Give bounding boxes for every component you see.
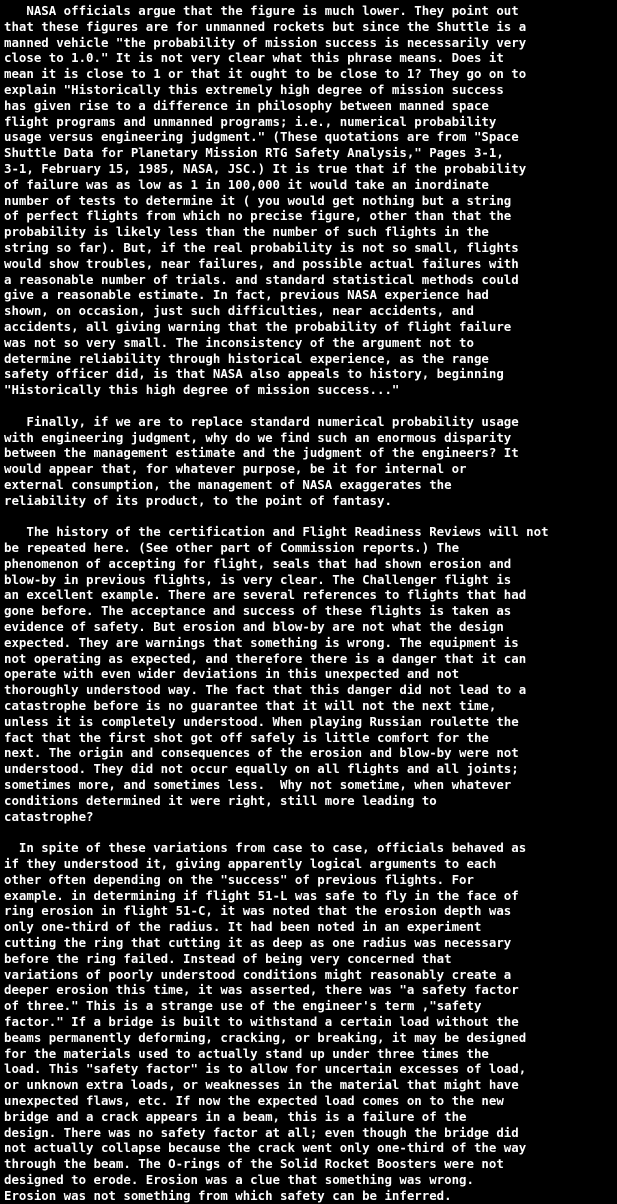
document-body: [4, 3, 617, 1204]
paragraph-gap: [4, 398, 617, 414]
paragraph-gap: [4, 824, 617, 840]
paragraph-gap: [4, 509, 617, 525]
paragraph-finally: Finally, if we are to replace standard numerical probability usage with engineering judgment, why do we find such an enormous disparity between the management estimate and the judgment of the engineers? It would appear that, for whatever purpose, be it for internal or external consumption, the management of NASA exaggerates the reliability of its product, to the point of fantasy.: [4, 413, 519, 508]
paragraph-history-certification: The history of the certification and Flight Readiness Reviews will not be repeated here. (See other part of Commission reports.) The phenomenon of accepting for flight, seals that had shown erosion and blow-by in previous flights, is very clear. The Challenger flight is an excellent example. There are several references to flights that had gone before. The acceptance and success of these flights is taken as evidence of safety. But erosion and blow-by are not what the design expected. They are warnings that something is wrong. The equipment is not operating as expected, and therefore there is a danger that it can operate with even wider deviations in this unexpected and not thoroughly understood way. The fact that this danger did not lead to a catastrophe before is no guarantee that it will not the next time, unless it is completely understood. When playing Russian roulette the fact that the first shot got off safely is little comfort for the next. The origin and consequences of the erosion and blow-by were not understood. They did not occur equally on all flights and all joints; sometimes more, and sometimes less. Why not sometime, when whatever conditions determined it were right, still more leading to catastrophe?: [4, 524, 549, 824]
paragraph-in-spite-of-variations: In spite of these variations from case to case, officials behaved as if they understood it, giving apparently logical arguments to each other often depending on the "success" of previous flights. For example. in determining if flight 51-L was safe to fly in the face of ring erosion in flight 51-C, it was noted that the erosion depth was only one-third of the radius. It had been noted in an experiment cutting the ring that cutting it as deep as one radius was necessary before the ring failed. Instead of being very concerned that variations of poorly understood conditions might reasonably create a deeper erosion this time, it was asserted, there was "a safety factor of three." This is a strange use of the engineer's term ,"safety factor." If a bridge is built to withstand a certain load without the beams permanently deforming, cracking, or breaking, it may be designed for the materials used to actually stand up under three times the load. This "safety factor" is to allow for uncertain excesses of load, or unknown extra loads, or weaknesses in the material that might have unexpected flaws, etc. If now the expected load comes on to the new bridge and a crack appears in a beam, this is a failure of the design. There was no safety factor at all; even though the bridge did not actually collapse because the crack went only one-third of the way through the beam. The O-rings of the Solid Rocket Boosters were not designed to erode. Erosion was a clue that something was wrong. Erosion was not something from which safety can be inferred.: [4, 840, 527, 1203]
paragraph-nasa-officials: NASA officials argue that the figure is much lower. They point out that these figures are for unmanned rockets but since the Shuttle is a manned vehicle "the probability of mission success is necessarily very close to 1.0." It is not very clear what this phrase means. Does it mean it is close to 1 or that it ought to be close to 1? They go on to explain "Historically this extremely high degree of mission success has given rise to a difference in philosophy between manned space flight programs and unmanned programs; i.e., numerical probability usage versus engineering judgment." (These quotations are from "Space Shuttle Data for Planetary Mission RTG Safety Analysis," Pages 3-1, 3-1, February 15, 1985, NASA, JSC.) It is true that if the probability of failure was as low as 1 in 100,000 it would take an inordinate number of tests to determine it ( you would get nothing but a string of perfect flights from which no precise figure, other than that the probability is likely less than the number of such flights in the string so far). But, if the real probability is not so small, flights would show troubles, near failures, and possible actual failures with a reasonable number of trials. and standard statistical methods could give a reasonable estimate. In fact, previous NASA experience had shown, on occasion, just such difficulties, near accidents, and accidents, all giving warning that the probability of flight failure was not so very small. The inconsistency of the argument not to determine reliability through historical experience, as the range safety officer did, is that NASA also appeals to history, beginning "Historically this high degree of mission success...": [4, 3, 527, 398]
